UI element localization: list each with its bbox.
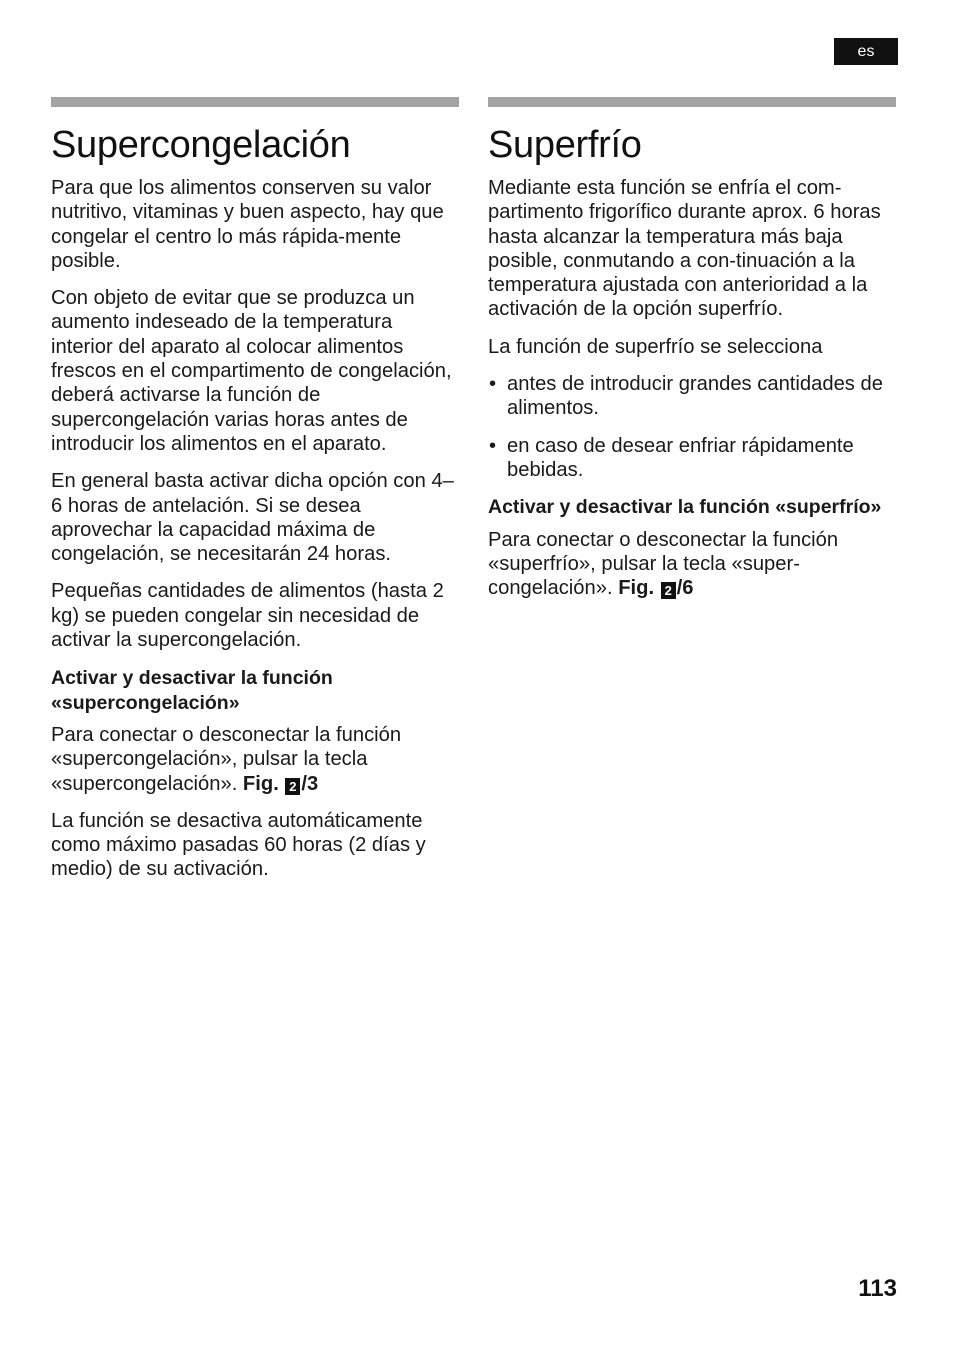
instruction-text: Para conectar o desconectar la función «supercongelación», pulsar la tecla «supercongelación». <box>51 723 402 795</box>
figure-reference <box>243 773 318 795</box>
instruction-paragraph <box>51 723 459 796</box>
section-title: Superfrío <box>488 124 642 166</box>
fig-label: Fig. <box>618 577 655 600</box>
subheading: Activar y desactivar la función «superfrío» <box>488 496 882 519</box>
fig-item: /3 <box>301 772 319 795</box>
instruction-paragraph <box>488 528 896 601</box>
paragraph: Con objeto de evitar que se produzca un aumento indeseado de la temperatura interior del aparato al colocar alimentos frescos en el compartimento de congelación, deberá activarse la función de supercongelación varias horas antes de introducir los alimentos en el aparato. <box>51 287 452 455</box>
paragraph: Mediante esta función se enfría el com-partimento frigorífico durante aprox. 6 horas hasta alcanzar la temperatura más baja posible, conmutando a con-tinuación a la temperatura ajustada con anterioridad a la activación de la opción superfrío. <box>488 177 881 321</box>
figure-reference <box>618 577 693 599</box>
section-title: Supercongelación <box>51 124 351 166</box>
page-number: 113 <box>858 1275 897 1302</box>
section-divider-bar <box>51 97 459 107</box>
instruction-text: Para conectar o desconectar la función «superfrío», pulsar la tecla «super-congelación». <box>488 528 839 600</box>
superfrio-section <box>488 97 896 600</box>
figure-number-badge: 2 <box>285 778 300 795</box>
section-divider-bar <box>488 97 896 107</box>
paragraph: Pequeñas cantidades de alimentos (hasta 2 kg) se pueden congelar sin necesidad de activar la supercongelación. <box>51 580 444 652</box>
paragraph: La función de superfrío se selecciona <box>488 335 823 358</box>
paragraph: Para que los alimentos conserven su valor nutritivo, vitaminas y buen aspecto, hay que congelar el centro lo más rápida-mente posible. <box>51 177 444 272</box>
figure-number-badge: 2 <box>661 582 676 599</box>
paragraph: La función se desactiva automáticamente como máximo pasadas 60 horas (2 días y medio) de su activación. <box>51 809 426 881</box>
paragraph: En general basta activar dicha opción con 4–6 horas de antelación. Si se desea aprovechar la capacidad máxima de congelación, se necesitarán 24 horas. <box>51 470 454 566</box>
language-tag: es <box>834 38 898 65</box>
bullet-list <box>488 372 896 482</box>
list-item: • en caso de desear enfriar rápidamente bebidas. <box>488 434 896 483</box>
subheading: Activar y desactivar la función «supercongelación» <box>51 667 333 714</box>
fig-item: /6 <box>676 577 694 600</box>
list-item: • antes de introducir grandes cantidades de alimentos. <box>488 372 896 421</box>
fig-label: Fig. <box>242 772 279 795</box>
supercongelacion-section <box>51 97 459 882</box>
